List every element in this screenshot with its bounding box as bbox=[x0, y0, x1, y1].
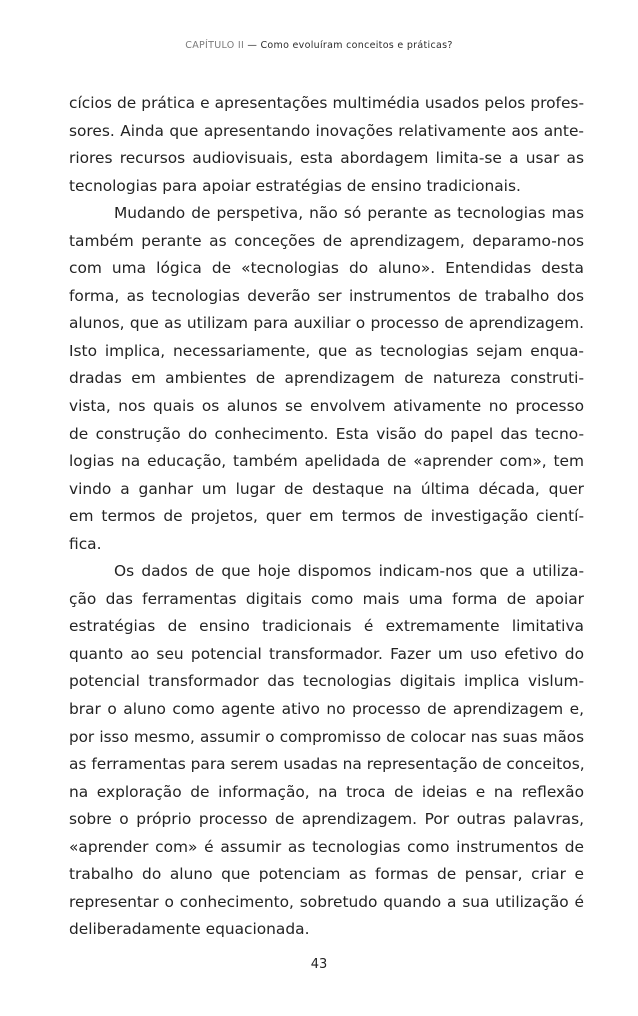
text-line: estratégias de ensino tradicionais é extremamente limitativa bbox=[69, 617, 584, 636]
text-line: cícios de prática e apresentações multimédia usados pelos profes- bbox=[69, 94, 584, 112]
running-header bbox=[0, 40, 638, 51]
text-line: Os dados de que hoje dispomos indicam-nos que a utiliza- bbox=[114, 562, 584, 581]
text-line: também perante as conceções de aprendizagem, deparamo-nos bbox=[69, 231, 584, 250]
text-line: dradas em ambientes de aprendizagem de natureza construti- bbox=[69, 369, 584, 388]
text-line: brar o aluno como agente ativo no processo de aprendizagem e, bbox=[69, 700, 584, 719]
text-line: em termos de projetos, quer em termos de investigação cientí- bbox=[69, 507, 584, 526]
page-number: 43 bbox=[310, 957, 328, 972]
text-line: tecnologias para apoiar estratégias de ensino tradicionais. bbox=[69, 176, 521, 195]
text-line: alunos, que as utilizam para auxiliar o processo de aprendizagem. bbox=[69, 314, 584, 333]
text-line: representar o conhecimento, sobretudo quando a sua utilização é bbox=[69, 892, 584, 911]
text-line: fica. bbox=[69, 534, 102, 553]
text-line: de construção do conhecimento. Esta visão do papel das tecno- bbox=[69, 424, 584, 443]
text-line: trabalho do aluno que potenciam as formas de pensar, criar e bbox=[69, 865, 584, 884]
text-line: sores. Ainda que apresentando inovações relativamente aos ante- bbox=[69, 121, 584, 140]
text-line: potencial transformador das tecnologias digitais implica vislum- bbox=[69, 672, 584, 691]
text-line: «aprender com» é assumir as tecnologias como instrumentos de bbox=[69, 837, 584, 856]
text-line: na exploração de informação, na troca de ideias e na reflexão bbox=[69, 782, 584, 801]
body-text bbox=[69, 90, 584, 944]
text-line: ção das ferramentas digitais como mais uma forma de apoiar bbox=[69, 589, 584, 608]
text-line: Mudando de perspetiva, não só perante as tecnologias mas bbox=[114, 204, 584, 223]
text-line: quanto ao seu potencial transformador. Fazer um uso efetivo do bbox=[69, 644, 584, 663]
text-line: forma, as tecnologias deverão ser instrumentos de trabalho dos bbox=[69, 286, 584, 305]
text-line: sobre o próprio processo de aprendizagem. Por outras palavras, bbox=[69, 810, 584, 829]
text-line: vindo a ganhar um lugar de destaque na última década, quer bbox=[69, 479, 584, 498]
text-line: logias na educação, também apelidada de «aprender com», tem bbox=[69, 452, 584, 471]
text-line: por isso mesmo, assumir o compromisso de colocar nas suas mãos bbox=[69, 727, 584, 746]
text-line: Isto implica, necessariamente, que as tecnologias sejam enqua- bbox=[69, 341, 584, 360]
chapter-label: CAPÍTULO II bbox=[185, 40, 245, 51]
chapter-title: Como evoluíram conceitos e práticas? bbox=[260, 40, 453, 51]
text-line: riores recursos audiovisuais, esta abordagem limita-se a usar as bbox=[69, 149, 584, 168]
text-line: vista, nos quais os alunos se envolvem ativamente no processo bbox=[69, 397, 584, 416]
text-line: deliberadamente equacionada. bbox=[69, 920, 310, 939]
header-separator: — bbox=[244, 40, 261, 51]
text-line: com uma lógica de «tecnologias do aluno». Entendidas desta bbox=[69, 259, 584, 278]
text-line: as ferramentas para serem usadas na representação de conceitos, bbox=[69, 755, 585, 774]
